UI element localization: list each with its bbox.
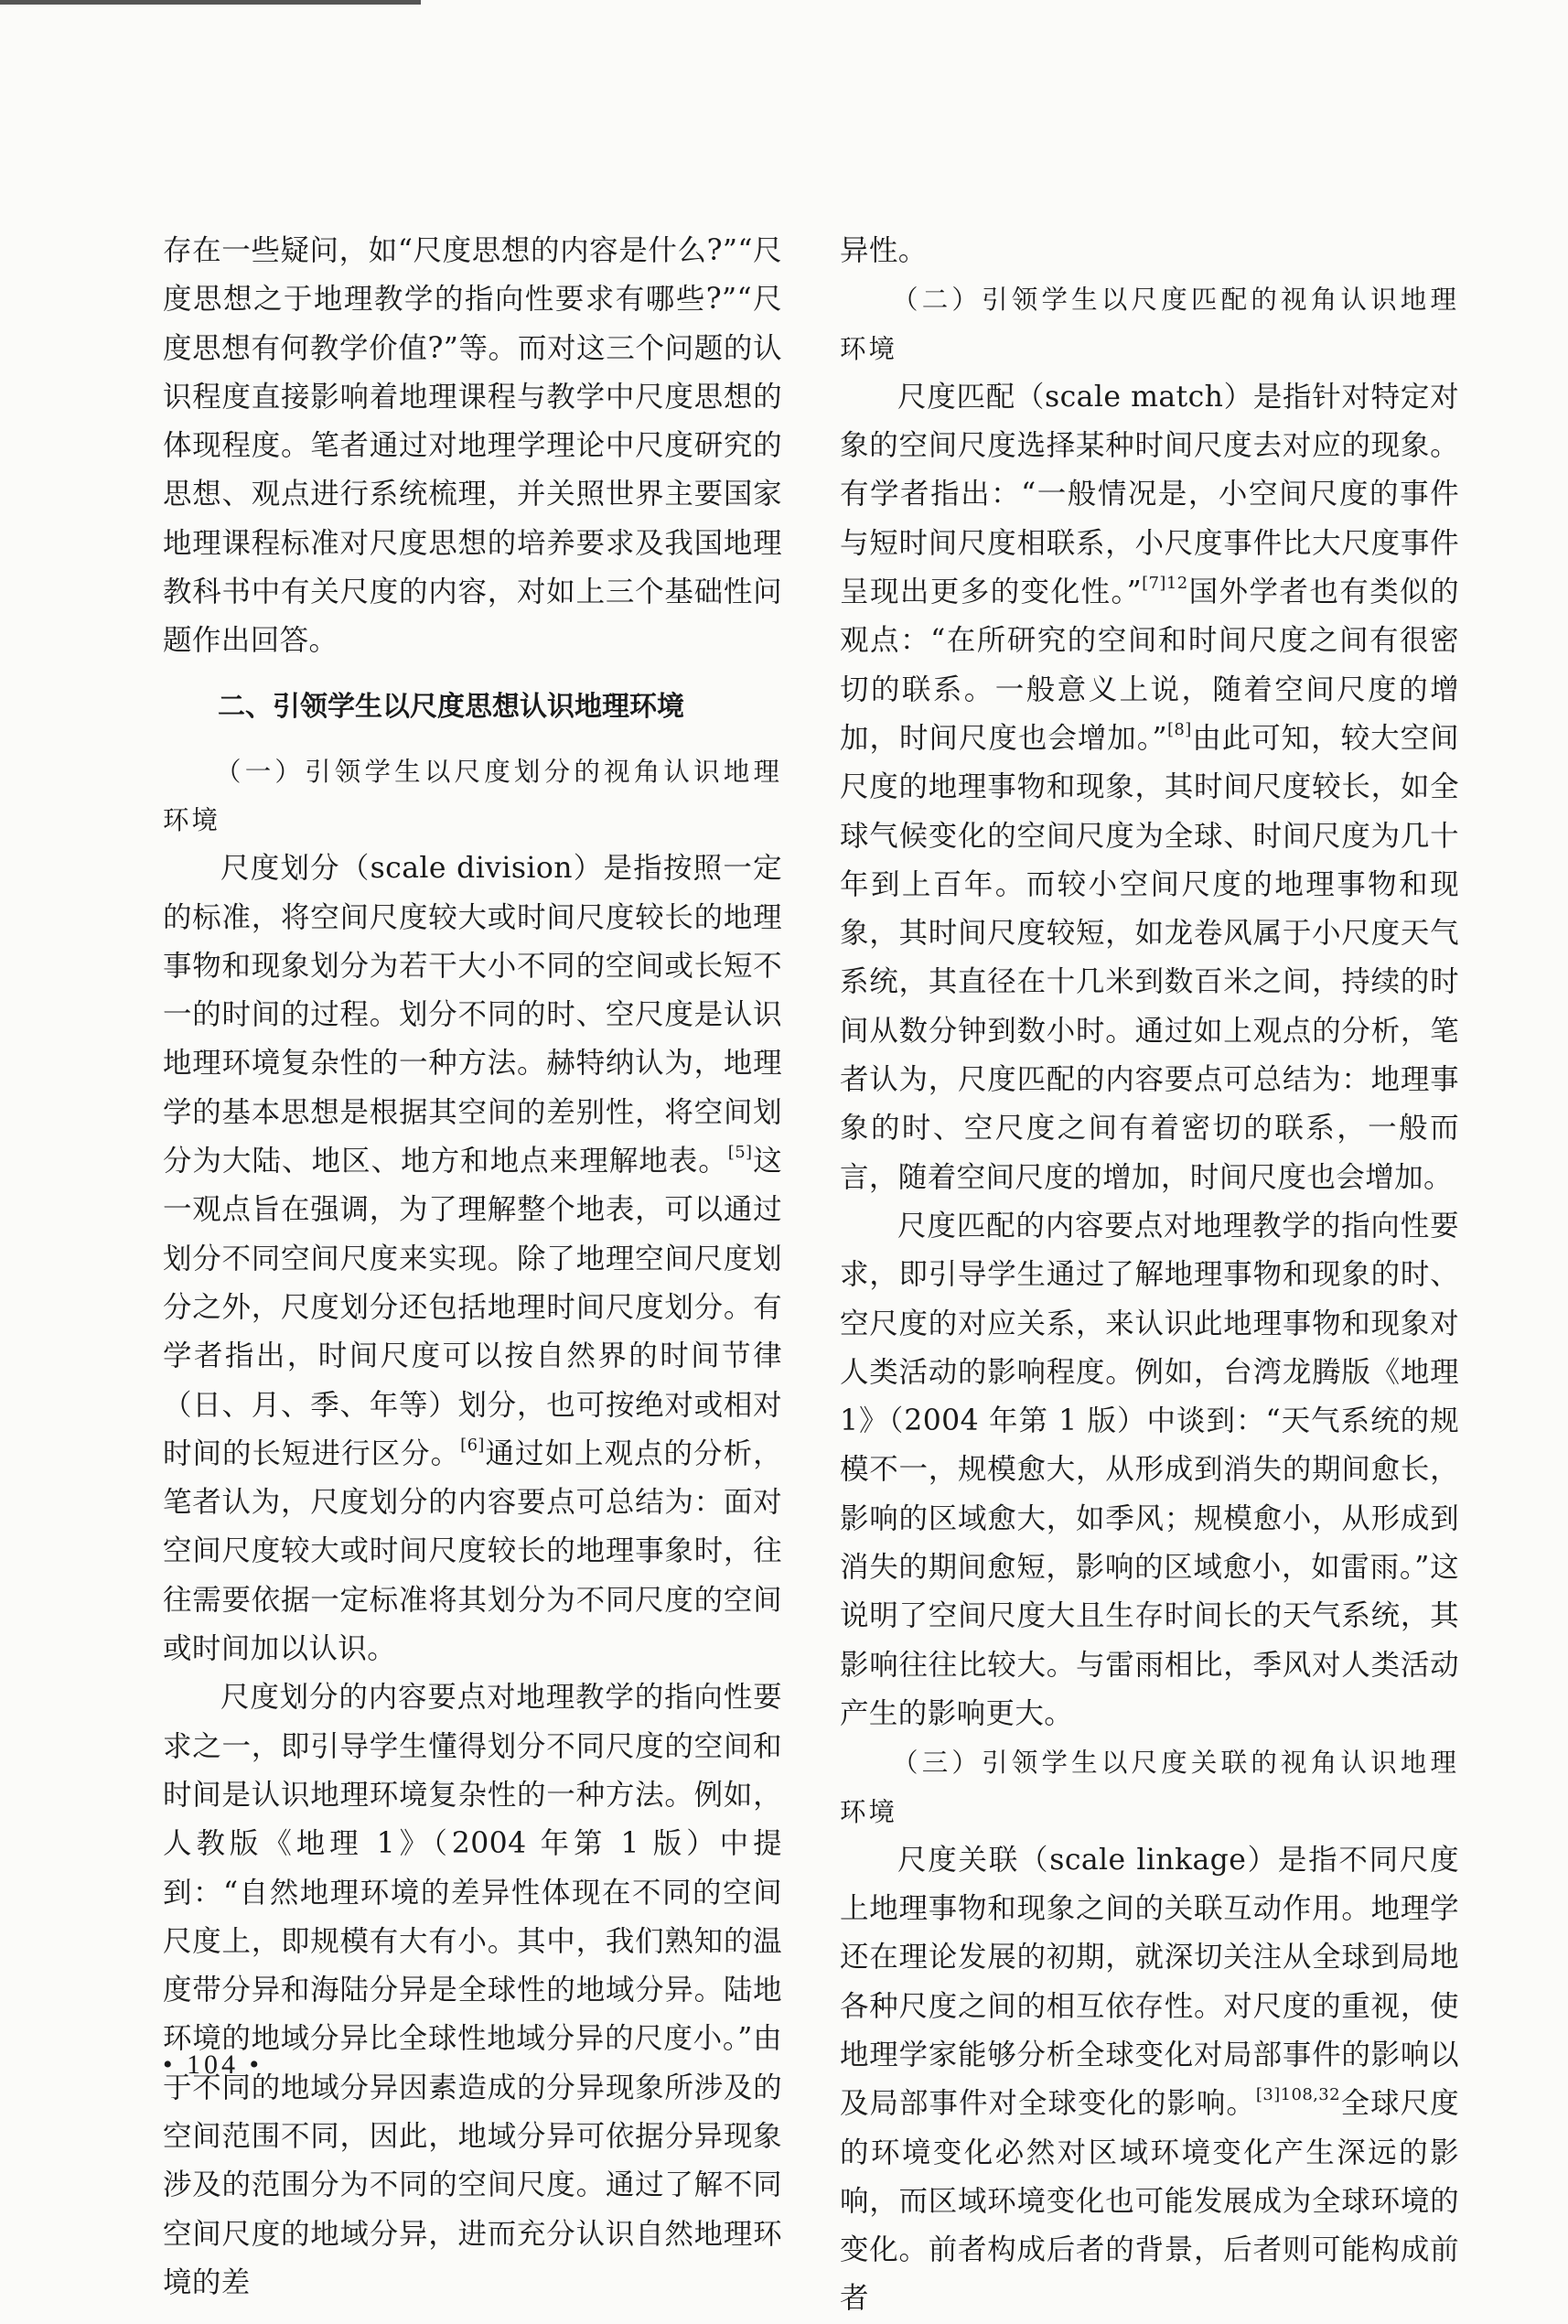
paragraph-text: 尺度划分（scale division）是指按照一定的标准，将空间尺度较大或时间尺度较长的地理事物和现象划分为若干大小不同的空间或长短不一的时间的过程。划分不同的时、空尺度是认识地理环境复杂性的一种方法。赫特纳认为，地理学的基本思想是根据其空间的差别性，将空间划分为大陆、地区、地方和地点来理解地表。 — [163, 852, 782, 1178]
page-number: • 104 • — [163, 2050, 263, 2080]
right-column — [840, 227, 1459, 2324]
paragraph — [840, 373, 1459, 1202]
paragraph-text: 国外学者也有类似的观点：“在所研究的空间和时间尺度之间有很密切的联系。一般意义上说，随着空间尺度的增加，时间尺度也会增加。” — [840, 576, 1459, 755]
left-column — [163, 227, 782, 2308]
subsection-heading: （三）引领学生以尺度关联的视角认识地理环境 — [840, 1748, 1459, 1827]
citation: [3]108,32 — [1255, 2085, 1341, 2105]
paragraph-text: 全球尺度的环境变化必然对区域环境变化产生深远的影响，而区域环境变化也可能发展成为全球环境的变化。前者构成后者的背景，后者则可能构成前者 — [840, 2087, 1459, 2316]
subsection-heading: （二）引领学生以尺度匹配的视角认识地理环境 — [840, 285, 1459, 364]
header-rule — [0, 0, 421, 5]
section-heading: 二、引领学生以尺度思想认识地理环境 — [218, 690, 684, 723]
citation: [7]12 — [1142, 574, 1188, 594]
paragraph-text: 这一观点旨在强调，为了理解整个地表，可以通过划分不同空间尺度来实现。除了地理空间尺度划分之外，尺度划分还包括地理时间尺度划分。有学者指出，时间尺度可以按自然界的时间节律（日、月、季、年等）划分，也可按绝对或相对时间的长短进行区分。 — [163, 1145, 782, 1470]
paragraph-text: 通过如上观点的分析，笔者认为，尺度划分的内容要点可总结为：面对空间尺度较大或时间尺度较长的地理事象时，往往需要依据一定标准将其划分为不同尺度的空间或时间加以认识。 — [163, 1436, 782, 1666]
paragraph — [840, 1836, 1459, 2324]
paragraph: 尺度匹配的内容要点对地理教学的指向性要求，即引导学生通过了解地理事物和现象的时、空尺度的对应关系，来认识此地理事物和现象对人类活动的影响程度。例如，台湾龙腾版《地理 1》（2004 年第 1 版）中谈到：“天气系统的规模不一，规模愈大，从形成到消失的期间愈长，影响的区域愈大，如季风；规模愈小，从形成到消失的期间愈短，影响的区域愈小，如雷雨。”这说明了空间尺度大且生存时间长的天气系统，其影响往往比较大。与雷雨相比，季风对人类活动产生的影响更大。 — [840, 1209, 1459, 1730]
paragraph-text: 尺度匹配（scale match）是指针对特定对象的空间尺度选择某种时间尺度去对应的现象。有学者指出：“一般情况是，小空间尺度的事件与短时间尺度相联系，小尺度事件比大尺度事件呈现出更多的变化性。” — [840, 380, 1459, 609]
citation: [6] — [460, 1435, 485, 1455]
paragraph-text: 由此可知，较大空间尺度的地理事物和现象，其时间尺度较长，如全球气候变化的空间尺度为全球、时间尺度为几十年到上百年。而较小空间尺度的地理事物和现象，其时间尺度较短，如龙卷风属于小尺度天气系统，其直径在十几米到数百米之间，持续的时间从数分钟到数小时。通过如上观点的分析，笔者认为，尺度匹配的内容要点可总结为：地理事象的时、空尺度之间有着密切的联系，一般而言，随着空间尺度的增加，时间尺度也会增加。 — [840, 721, 1459, 1194]
paragraph: 异性。 — [840, 234, 928, 267]
citation: [8] — [1167, 719, 1192, 739]
paragraph-text: 尺度关联（scale linkage）是指不同尺度上地理事物和现象之间的关联互动作用。地理学还在理论发展的初期，就深切关注从全球到局地各种尺度之间的相互依存性。对尺度的重视，使地理学家能够分析全球变化对局部事件的影响以及局部事件对全球变化的影响。 — [840, 1843, 1459, 2121]
citation: [5] — [727, 1143, 753, 1163]
paragraph: 存在一些疑问，如“尺度思想的内容是什么?”“尺度思想之于地理教学的指向性要求有哪些?”“尺度思想有何教学价值?”等。而对这三个问题的认识程度直接影响着地理课程与教学中尺度思想的体现程度。笔者通过对地理学理论中尺度研究的思想、观点进行系统梳理，并关照世界主要国家地理课程标准对尺度思想的培养要求及我国地理教科书中有关尺度的内容，对如上三个基础性问题作出回答。 — [163, 234, 782, 658]
subsection-heading: （一）引领学生以尺度划分的视角认识地理环境 — [163, 756, 782, 835]
paragraph: 尺度划分的内容要点对地理教学的指向性要求之一，即引导学生懂得划分不同尺度的空间和时间是认识地理环境复杂性的一种方法。例如，人教版《地理 1》（2004 年第 1 版）中提到：“自然地理环境的差异性体现在不同的空间尺度上，即规模有大有小。其中，我们熟知的温度带分异和海陆分异是全球性的地域分异。陆地环境的地域分异比全球性地域分异的尺度小。”由于不同的地域分异因素造成的分异现象所涉及的空间范围不同，因此，地域分异可依据分异现象涉及的范围分为不同的空间尺度。通过了解不同空间尺度的地域分异，进而充分认识自然地理环境的差 — [163, 1681, 782, 2299]
paragraph — [163, 845, 782, 1673]
